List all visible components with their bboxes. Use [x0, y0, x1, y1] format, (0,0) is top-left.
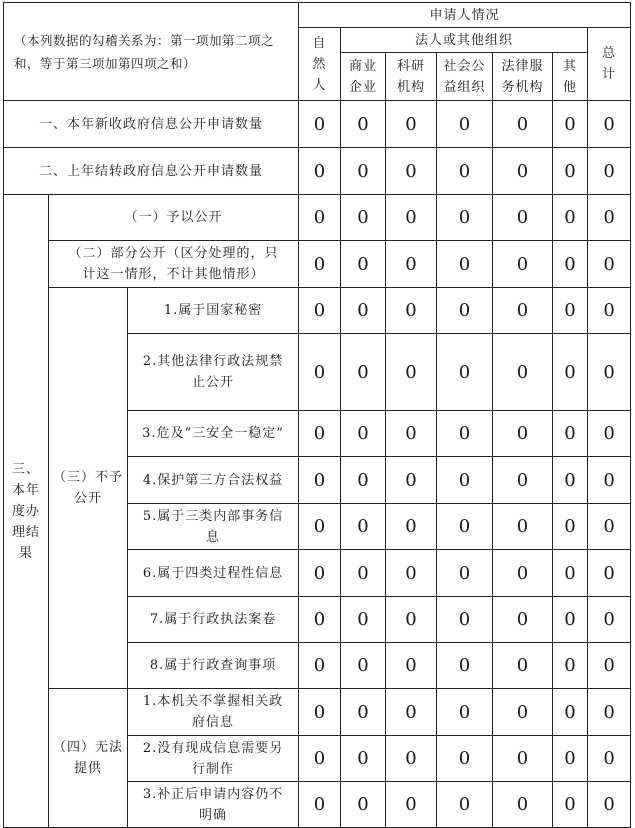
cell-value: 0: [386, 101, 437, 148]
cell-value: 0: [299, 241, 341, 288]
cell-value: 0: [493, 195, 553, 241]
row-label: 4.保护第三方合法权益: [128, 457, 299, 504]
cell-value: 0: [588, 288, 631, 334]
cell-value: 0: [437, 597, 493, 643]
row-label: 7.属于行政执法案卷: [128, 597, 299, 643]
cell-value: 0: [437, 411, 493, 457]
cell-value: 0: [588, 689, 631, 736]
cell-value: 0: [493, 288, 553, 334]
cell-value: 0: [493, 643, 553, 689]
cell-value: 0: [437, 334, 493, 411]
table-row: [4, 689, 631, 736]
cell-value: 0: [341, 241, 386, 288]
row-label: 3.补正后申请内容仍不明确: [128, 782, 299, 828]
cell-value: 0: [386, 643, 437, 689]
cell-value: 0: [299, 689, 341, 736]
cell-value: 0: [386, 550, 437, 597]
cell-value: 0: [588, 736, 631, 782]
cell-value: 0: [493, 241, 553, 288]
row-label: （二）部分公开（区分处理的，只计这一情形，不计其他情形）: [49, 241, 299, 288]
cell-value: 0: [299, 148, 341, 195]
cell-value: 0: [553, 334, 588, 411]
cell-value: 0: [386, 689, 437, 736]
cell-value: 0: [588, 241, 631, 288]
cell-value: 0: [299, 334, 341, 411]
cell-value: 0: [386, 782, 437, 828]
cell-value: 0: [341, 736, 386, 782]
cell-value: 0: [588, 643, 631, 689]
research-institution-header: 科研 机构: [386, 53, 437, 101]
public-welfare-org-header: 社会公 益组织: [437, 53, 493, 101]
cell-value: 0: [386, 597, 437, 643]
cell-value: 0: [588, 195, 631, 241]
cell-value: 0: [553, 597, 588, 643]
cell-value: 0: [437, 195, 493, 241]
cell-value: 0: [553, 550, 588, 597]
cell-value: 0: [553, 782, 588, 828]
cell-value: 0: [493, 457, 553, 504]
other-org-header: 其 他: [553, 53, 588, 101]
cell-value: 0: [437, 782, 493, 828]
table-row: [4, 241, 631, 288]
cell-value: 0: [386, 195, 437, 241]
cell-value: 0: [437, 643, 493, 689]
cell-value: 0: [553, 101, 588, 148]
row-label: 1.属于国家秘密: [128, 288, 299, 334]
cell-value: 0: [437, 689, 493, 736]
cell-value: 0: [341, 334, 386, 411]
cell-value: 0: [553, 288, 588, 334]
cell-value: 0: [386, 736, 437, 782]
cell-value: 0: [341, 101, 386, 148]
row-label: 5.属于三类内部事务信息: [128, 504, 299, 550]
cell-value: 0: [437, 288, 493, 334]
cell-value: 0: [437, 148, 493, 195]
row-label: （一）予以公开: [49, 195, 299, 241]
row-label: 二、上年结转政府信息公开申请数量: [4, 148, 299, 195]
row-label: 3.危及“三安全一稳定”: [128, 411, 299, 457]
cell-value: 0: [437, 457, 493, 504]
cell-value: 0: [493, 782, 553, 828]
cell-value: 0: [493, 148, 553, 195]
row-label: 2.其他法律行政法规禁止公开: [128, 334, 299, 411]
cell-value: 0: [341, 504, 386, 550]
cell-value: 0: [553, 148, 588, 195]
cell-value: 0: [299, 597, 341, 643]
disclosure-stats-table: [3, 2, 631, 828]
cell-value: 0: [299, 457, 341, 504]
cell-value: 0: [341, 782, 386, 828]
row-label: 8.属于行政查询事项: [128, 643, 299, 689]
legal-service-org-header: 法律服 务机构: [493, 53, 553, 101]
table-row: [4, 195, 631, 241]
cell-value: 0: [437, 101, 493, 148]
section-3-label: 三、 本年 度办 理结 果: [4, 195, 49, 828]
cell-value: 0: [299, 195, 341, 241]
cell-value: 0: [341, 288, 386, 334]
cell-value: 0: [588, 782, 631, 828]
cell-value: 0: [553, 195, 588, 241]
cell-value: 0: [588, 334, 631, 411]
cell-value: 0: [588, 597, 631, 643]
cell-value: 0: [386, 241, 437, 288]
cell-value: 0: [493, 101, 553, 148]
cell-value: 0: [299, 504, 341, 550]
cell-value: 0: [553, 689, 588, 736]
cell-value: 0: [386, 334, 437, 411]
cell-value: 0: [493, 736, 553, 782]
cell-value: 0: [299, 782, 341, 828]
cell-value: 0: [493, 411, 553, 457]
cell-value: 0: [386, 457, 437, 504]
cell-value: 0: [299, 550, 341, 597]
cell-value: 0: [299, 411, 341, 457]
group-3-label: （三）不予 公开: [49, 288, 128, 689]
cell-value: 0: [437, 504, 493, 550]
cell-value: 0: [493, 334, 553, 411]
cell-value: 0: [553, 643, 588, 689]
cell-value: 0: [493, 550, 553, 597]
cell-value: 0: [588, 411, 631, 457]
cell-value: 0: [553, 457, 588, 504]
row-label: 一、本年新收政府信息公开申请数量: [4, 101, 299, 148]
cell-value: 0: [437, 550, 493, 597]
cell-value: 0: [299, 101, 341, 148]
group-4-label: （四）无法 提供: [49, 689, 128, 828]
cell-value: 0: [386, 288, 437, 334]
cell-value: 0: [299, 643, 341, 689]
cell-value: 0: [341, 597, 386, 643]
cell-value: 0: [299, 736, 341, 782]
cell-value: 0: [588, 550, 631, 597]
cell-value: 0: [341, 550, 386, 597]
calculation-note: （本列数据的勾稽关系为：第一项加第二项之和，等于第三项加第四项之和）: [4, 3, 299, 101]
cell-value: 0: [341, 689, 386, 736]
cell-value: 0: [386, 148, 437, 195]
table-row: [4, 288, 631, 334]
row-label: 2.没有现成信息需要另行制作: [128, 736, 299, 782]
cell-value: 0: [341, 411, 386, 457]
cell-value: 0: [299, 288, 341, 334]
cell-value: 0: [493, 597, 553, 643]
table-row: [4, 101, 631, 148]
cell-value: 0: [553, 241, 588, 288]
cell-value: 0: [493, 504, 553, 550]
applicant-header: 申请人情况: [299, 3, 631, 28]
cell-value: 0: [386, 504, 437, 550]
cell-value: 0: [493, 689, 553, 736]
cell-value: 0: [588, 148, 631, 195]
cell-value: 0: [588, 457, 631, 504]
cell-value: 0: [588, 101, 631, 148]
cell-value: 0: [386, 411, 437, 457]
cell-value: 0: [341, 195, 386, 241]
cell-value: 0: [553, 411, 588, 457]
table-row: [4, 148, 631, 195]
cell-value: 0: [437, 736, 493, 782]
row-label: 1.本机关不掌握相关政府信息: [128, 689, 299, 736]
row-label: 6.属于四类过程性信息: [128, 550, 299, 597]
cell-value: 0: [341, 643, 386, 689]
natural-person-header: 自 然 人: [299, 28, 341, 101]
legal-org-header: 法人或其他组织: [341, 28, 588, 53]
cell-value: 0: [588, 504, 631, 550]
cell-value: 0: [341, 148, 386, 195]
total-header: 总 计: [588, 28, 631, 101]
commercial-enterprise-header: 商业 企业: [341, 53, 386, 101]
cell-value: 0: [553, 504, 588, 550]
cell-value: 0: [437, 241, 493, 288]
cell-value: 0: [341, 457, 386, 504]
cell-value: 0: [553, 736, 588, 782]
